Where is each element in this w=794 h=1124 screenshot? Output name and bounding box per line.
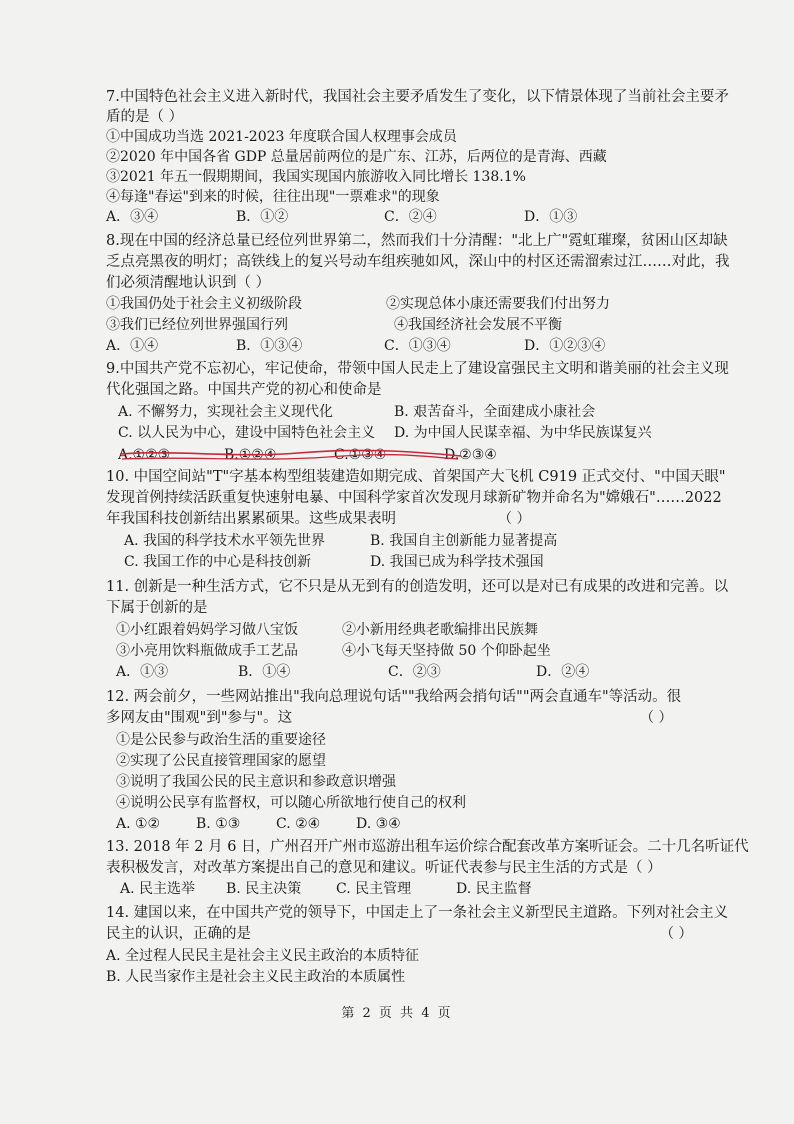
q14-choice-a: A. 全过程人民民主是社会主义民主政治的本质特征 xyxy=(106,948,420,964)
q11-item-2: ②小新用经典老歌编排出民族舞 xyxy=(342,622,538,638)
q8-option-c: C．①③④ xyxy=(384,338,451,354)
q12-answer-paren: （ ） xyxy=(640,710,673,726)
q13-option-a: A. 民主选举 xyxy=(120,881,196,897)
q12-stem-line1: 12. 两会前夕，一些网站推出"我向总理说句话""我给两会捎句话""两会直通车"等活动。很 xyxy=(106,689,682,705)
q9-choice-c: C. 以人民为中心，建设中国特色社会主义 xyxy=(118,425,376,441)
q7-item-4: ④每逢"春运"到来的时候，往往出现"一票难求"的现象 xyxy=(106,189,440,205)
q12-stem-line2: 多网友由"围观"到"参与"。这 xyxy=(106,710,293,726)
q10-choice-c: C. 我国工作的中心是科技创新 xyxy=(124,554,312,570)
q11-stem-line1: 11. 创新是一种生活方式，它不只是从无到有的创造发明，还可以是对已有成果的改进和完善。以 xyxy=(106,579,729,595)
q11-option-a: A．①③ xyxy=(116,664,169,680)
q7-stem-line1: 7.中国特色社会主义进入新时代，我国社会主要矛盾发生了变化，以下情景体现了当前社会主要矛 xyxy=(106,89,729,105)
q9-choice-a: A. 不懈努力，实现社会主义现代化 xyxy=(118,404,334,420)
q9-option-b: B.①②④ xyxy=(224,447,277,463)
q8-option-d: D．①②③④ xyxy=(524,338,606,354)
q9-choice-b: B. 艰苦奋斗，全面建成小康社会 xyxy=(394,404,596,420)
q11-item-4: ④小飞每天坚持做 50 个仰卧起坐 xyxy=(342,643,551,659)
q12-option-a: A. ①② xyxy=(116,816,161,832)
q10-answer-paren: （ ） xyxy=(498,511,531,527)
q13-stem-line2: 表积极发言，对改革方案提出自己的意见和建议。听证代表参与民主生活的方式是（ ） xyxy=(106,860,662,876)
q7-option-d: D．①③ xyxy=(524,209,578,225)
q13-option-d: D. 民主监督 xyxy=(456,881,532,897)
q7-stem-line2: 盾的是（ ） xyxy=(106,109,184,125)
q8-item-4: ④我国经济社会发展不平衡 xyxy=(394,317,562,333)
q8-item-2: ②实现总体小康还需要我们付出努力 xyxy=(386,296,610,312)
q11-option-c: C．②③ xyxy=(388,664,441,680)
q8-option-a: A．①④ xyxy=(106,338,159,354)
q12-item-3: ③说明了我国公民的民主意识和参政意识增强 xyxy=(116,774,396,790)
page-footer: 第 2 页 共 4 页 xyxy=(341,1006,453,1021)
q7-option-c: C．②④ xyxy=(384,209,437,225)
q9-stem-line1: 9.中国共产党不忘初心，牢记使命，带领中国人民走上了建设富强民主文明和谐美丽的社会主义现 xyxy=(106,361,729,377)
q11-stem-line2: 下属于创新的是 xyxy=(106,600,208,616)
red-strikethrough-mark xyxy=(118,444,463,468)
q8-item-1: ①我国仍处于社会主义初级阶段 xyxy=(106,296,302,312)
q7-item-2: ②2020 年中国各省 GDP 总量居前两位的是广东、江苏，后两位的是青海、西藏 xyxy=(106,149,607,165)
q12-option-d: D. ③④ xyxy=(356,816,401,832)
q11-item-3: ③小亮用饮料瓶做成手工艺品 xyxy=(116,643,298,659)
q8-stem-line2: 乏点亮黑夜的明灯；高铁线上的复兴号动车组疾驰如风，深山中的村区还需溜索过江……对此，我 xyxy=(106,254,730,270)
q13-option-b: B. 民主决策 xyxy=(226,881,302,897)
q9-option-d: D.②③④ xyxy=(444,447,497,463)
q10-choice-d: D. 我国已成为科学技术强国 xyxy=(370,554,544,570)
q12-option-c: C. ②④ xyxy=(276,816,321,832)
q14-stem-line2: 民主的认识，正确的是 xyxy=(106,926,251,942)
q14-stem-line1: 14. 建国以来，在中国共产党的领导下，中国走上了一条社会主义新型民主道路。下列对社会主义 xyxy=(106,905,729,921)
q13-option-c: C. 民主管理 xyxy=(336,881,412,897)
q10-stem-line2: 发现首例持续活跃重复快速射电暴、中国科学家首次发现月球新矿物并命名为"嫦娥石"……2022 xyxy=(106,490,722,506)
q14-answer-paren: （ ） xyxy=(660,926,693,942)
q7-item-1: ①中国成功当选 2021-2023 年度联合国人权理事会成员 xyxy=(106,129,457,145)
q11-option-b: B．①④ xyxy=(238,664,291,680)
q14-choice-b: B. 人民当家作主是社会主义民主政治的本质属性 xyxy=(106,969,406,985)
q9-stem-line2: 代化强国之路。中国共产党的初心和使命是 xyxy=(106,382,382,398)
q11-option-d: D．②④ xyxy=(536,664,590,680)
q10-stem-line1: 10. 中国空间站"T"字基本构型组装建造如期完成、首架国产大飞机 C919 正式交付、"中国天眼" xyxy=(106,469,726,485)
q12-item-1: ①是公民参与政治生活的重要途径 xyxy=(116,732,326,748)
q7-item-3: ③2021 年五一假期期间，我国实现国内旅游收入同比增长 138.1% xyxy=(106,169,526,185)
q12-item-4: ④说明公民享有监督权，可以随心所欲地行使自己的权利 xyxy=(116,795,466,811)
q12-option-b: B. ①③ xyxy=(196,816,241,832)
q10-choice-b: B. 我国自主创新能力显著提高 xyxy=(370,533,558,549)
q8-item-3: ③我们已经位列世界强国行列 xyxy=(106,317,288,333)
q11-item-1: ①小红跟着妈妈学习做八宝饭 xyxy=(116,622,298,638)
q10-choice-a: A. 我国的科学技术水平领先世界 xyxy=(124,533,326,549)
q7-option-a: A．③④ xyxy=(106,209,159,225)
q8-stem-line3: 们必须清醒地认识到（ ） xyxy=(106,275,271,291)
q9-choice-d: D. 为中国人民谋幸福、为中华民族谋复兴 xyxy=(394,425,652,441)
q9-option-a: A.①②③ xyxy=(118,447,171,463)
q13-stem-line1: 13. 2018 年 2 月 6 日，广州召开广州市巡游出租车运价综合配套改革方案听证会。二十几名听证代 xyxy=(106,839,749,855)
q8-stem-line1: 8.现在中国的经济总量已经位列世界第二，然而我们十分清醒："北上广"霓虹璀璨，贫困山区却缺 xyxy=(106,233,728,249)
q10-stem-line3: 年我国科技创新结出累累硕果。这些成果表明 xyxy=(106,511,396,527)
q12-item-2: ②实现了公民直接管理国家的愿望 xyxy=(116,753,326,769)
q7-option-b: B．①② xyxy=(236,209,289,225)
q8-option-b: B．①③④ xyxy=(236,338,303,354)
q9-option-c: C.①③④ xyxy=(334,447,387,463)
